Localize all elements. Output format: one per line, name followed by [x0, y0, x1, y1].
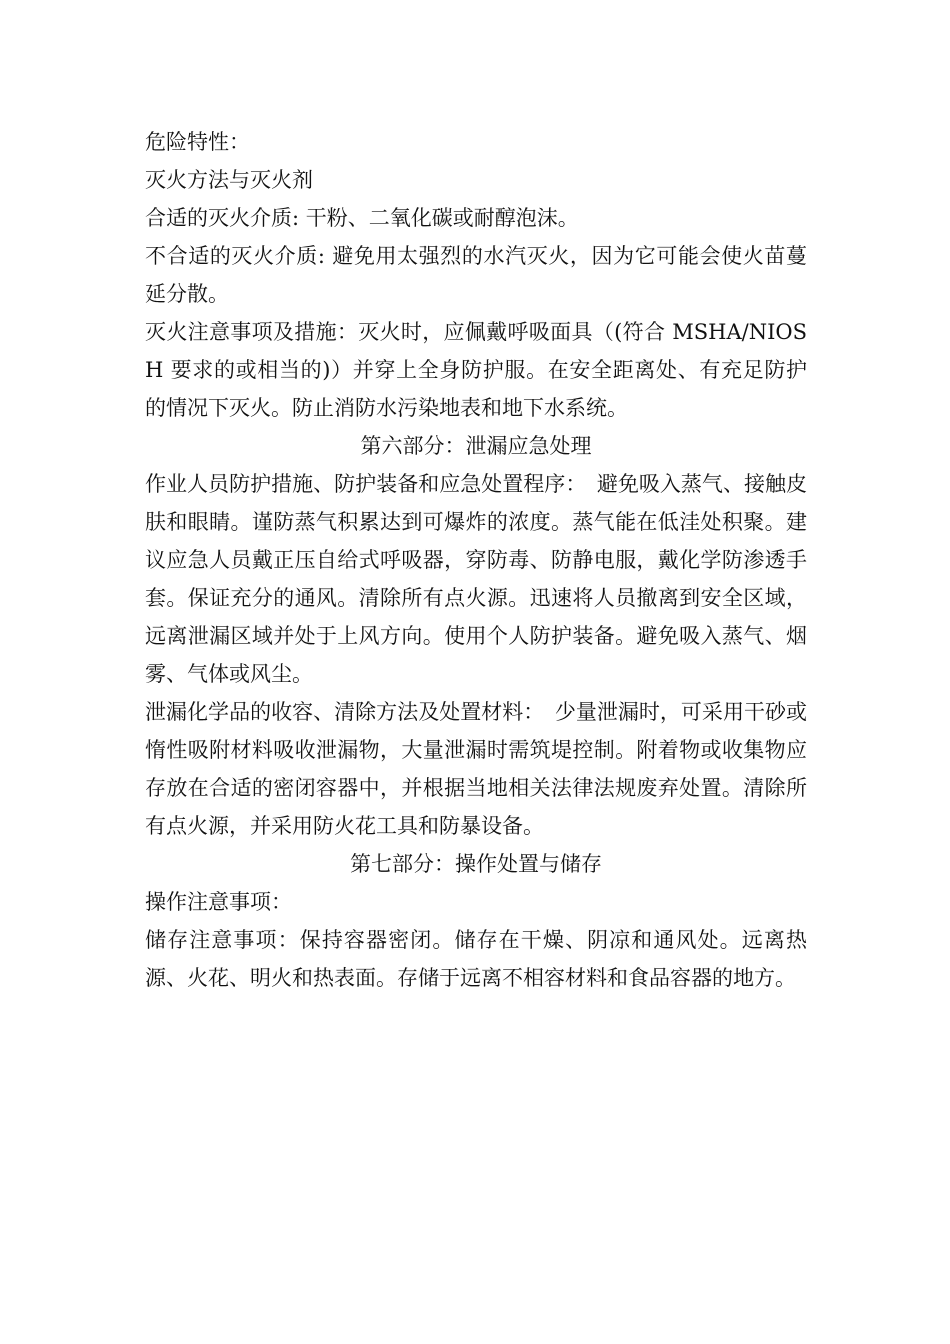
unsuitable-extinguishing-media: 不合适的灭火介质: 避免用太强烈的水汽灭火，因为它可能会使火苗蔓延分散。: [145, 244, 807, 306]
section-6-heading: 第六部分：泄漏应急处理: [360, 434, 592, 458]
personal-precautions: 作业人员防护措施、防护装备和应急处置程序： 避免吸入蒸气、接触皮肤和眼睛。谨防蒸气积累达到可爆炸的浓度。蒸气能在低洼处积聚。建议应急人员戴正压自给式呼吸器，穿防毒、防静电服，戴化学防渗透手套。保证充分的通风。清除所有点火源。迅速将人员撤离到安全区域，远离泄漏区域并处于上风方向。使用个人防护装备。避免吸入蒸气、烟雾、气体或风尘。: [145, 472, 807, 686]
firefighting-methods-label: 灭火方法与灭火剂: [145, 168, 313, 192]
handling-precautions: 操作注意事项：: [145, 890, 292, 914]
section-7-heading: 第七部分：操作处置与储存: [350, 852, 602, 876]
suitable-extinguishing-media: 合适的灭火介质: 干粉、二氧化碳或耐醇泡沫。: [145, 206, 579, 230]
firefighting-precautions: 灭火注意事项及措施：灭火时，应佩戴呼吸面具（(符合 MSHA/NIOSH 要求的或相当的)）并穿上全身防护服。在安全距离处、有充足防护的情况下灭火。防止消防水污染地表和地下水系统。: [145, 320, 807, 420]
containment-cleanup: 泄漏化学品的收容、清除方法及处置材料： 少量泄漏时，可采用干砂或惰性吸附材料吸收泄漏物，大量泄漏时需筑堤控制。附着物或收集物应存放在合适的密闭容器中，并根据当地相关法律法规废弃处置。清除所有点火源，并采用防火花工具和防暴设备。: [145, 700, 807, 838]
document-page: [145, 123, 807, 997]
storage-precautions: 储存注意事项：保持容器密闭。储存在干燥、阴凉和通风处。远离热源、火花、明火和热表面。存储于远离不相容材料和食品容器的地方。: [145, 928, 807, 990]
hazard-properties-label: 危险特性：: [145, 130, 250, 154]
